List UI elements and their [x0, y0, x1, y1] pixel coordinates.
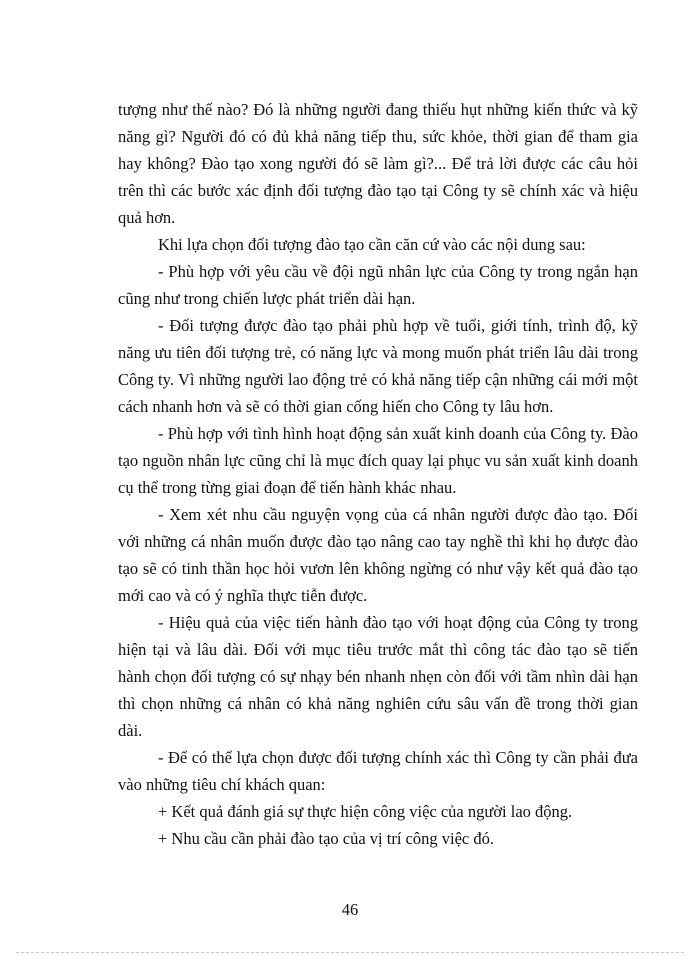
paragraph-bullet-position-needs: + Nhu cầu cần phải đào tạo của vị trí công việc đó.	[158, 829, 494, 848]
paragraph-bullet-performance: + Kết quả đánh giá sự thực hiện công việc của người lao động.	[158, 802, 573, 821]
paragraph-criterion-business: - Phù hợp với tình hình hoạt động sản xuất kinh doanh của Công ty. Đào tạo nguồn nhân lực cũng chỉ là mục đích quay lại phục vu sản xuất kinh doanh cụ thể trong từng giai đoạn để tiến hành khác nhau.	[118, 424, 638, 497]
paragraph-continuation: tượng như thế nào? Đó là những người đang thiếu hụt những kiến thức và kỹ năng gì? Người đó có đủ khả năng tiếp thu, sức khỏe, thời gian để tham gia hay không? Đào tạo xong người đó sẽ làm gì?... Để trả lời được các câu hỏi trên thì các bước xác định đối tượng đào tạo tại Công ty sẽ chính xác và hiệu quả hơn.	[118, 100, 638, 227]
body-text	[118, 96, 638, 852]
page-bottom-divider	[16, 952, 684, 953]
page-number: 46	[341, 900, 359, 919]
paragraph-criterion-aspiration: - Xem xét nhu cầu nguyện vọng của cá nhân người được đào tạo. Đối với những cá nhân muốn được đào tạo nâng cao tay nghề thì khi họ được đào tạo sẽ có tinh thần học hỏi vươn lên không ngừng có như vậy kết quả đào tạo mới cao và có ý nghĩa thực tiễn được.	[118, 505, 638, 605]
paragraph-criterion-effectiveness: - Hiệu quả của việc tiến hành đào tạo với hoạt động của Công ty trong hiện tại và lâu dài. Đối với mục tiêu trước mắt thì công tác đào tạo sẽ tiến hành chọn đối tượng có sự nhạy bén nhanh nhẹn còn đối với tầm nhìn dài hạn thì chọn những cá nhân có khả năng nghiên cứu sâu vấn đề trong thời gian dài.	[118, 613, 638, 740]
paragraph-criterion-workforce: - Phù hợp với yêu cầu về đội ngũ nhân lực của Công ty trong ngắn hạn cũng như trong chiến lược phát triển dài hạn.	[118, 262, 638, 308]
paragraph-criterion-profile: - Đối tượng được đào tạo phải phù hợp về tuổi, giới tính, trình độ, kỹ năng ưu tiên đối tượng trẻ, có năng lực và mong muốn phát triển lâu dài trong Công ty. Vì những người lao động trẻ có khả năng tiếp cận những cái mới một cách nhanh hơn và sẽ có thời gian cống hiến cho Công ty lâu hơn.	[118, 316, 638, 416]
paragraph-intro-criteria: Khi lựa chọn đối tượng đào tạo cần căn cứ vào các nội dung sau:	[158, 235, 586, 254]
paragraph-objective-criteria: - Để có thể lựa chọn được đối tượng chính xác thì Công ty cần phải đưa vào những tiêu chí khách quan:	[118, 748, 638, 794]
